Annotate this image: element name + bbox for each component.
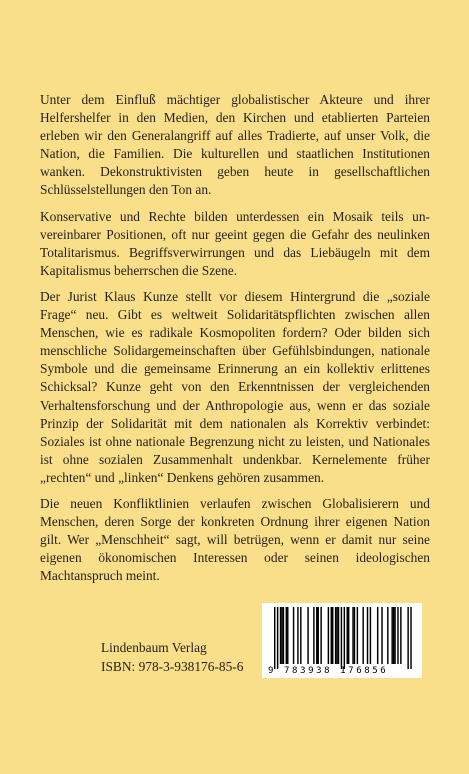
blurb-paragraph-3: Der Jurist Klaus Kunze stellt vor diesem Hintergrund die „soziale Frage“ neu. Gibt es weltweit Solidaritätspflichten zwischen allen Menschen, wie es radikale Kosmopoliten fordern? Oder bilden sich menschliche Solidargemeinschaften über Gefühlsbindungen, nationale Symbole und die gemeinsame Erinnerung an ein kollektiv erlittenes Schicksal? Kunze geht von den Erkenntnissen der vergleichenden Verhaltensforschung und der Anthropologie aus, wenn er das soziale Prinzip der Solidarität mit dem nationalen als Korrektiv verbindet: Soziales ist ohne nationale Begrenzung nicht zu leisten, und Nationales ist ohne sozialen Zusammenhalt undenkbar. Kernelemente früher „rechten“ und „linken“ Denkens gehören zusammen. <box>40 288 430 485</box>
barcode-bar <box>393 607 394 664</box>
barcode-bar <box>281 607 282 664</box>
barcode-bar <box>370 607 371 664</box>
blurb-paragraph-4: Die neuen Konfliktlinien verlaufen zwischen Globalisierern und Menschen, deren Sorge der konkreten Ordnung ihrer eigenen Nation gilt. Wer „Menschheit“ sagt, will betrügen, wenn er damit nur seine eigenen ökonomischen Interessen oder seinen ideologischen Machtanspruch meint. <box>40 495 430 584</box>
barcode-bar <box>381 607 382 664</box>
barcode-bar <box>407 607 408 669</box>
barcode-bar <box>318 607 319 664</box>
barcode-bar <box>280 607 281 664</box>
barcode-bar <box>352 607 353 664</box>
barcode-bar <box>394 607 395 664</box>
barcode-bar <box>313 607 314 664</box>
blurb-paragraph-1: Unter dem Einfluß mächtiger globalistischer Akteure und ihrer Helfershelfer in den Medien, den Kirchen und etablierten Parteien erleben wir den Generalangriff auf alles Tradierte, auf unser Volk, die Nation, die Familien. Die kulturellen und staatlichen Institutionen wanken. Dekonstruktivisten geben heute in gesellschaftlichen Schlüsselstellungen den Ton an. <box>40 92 430 198</box>
barcode-bar <box>332 607 333 664</box>
barcode-bar <box>297 607 298 664</box>
barcode-bar <box>328 607 329 664</box>
barcode-bar <box>286 607 287 664</box>
barcode-bar <box>397 607 398 664</box>
barcode-bar <box>347 607 348 664</box>
barcode-bar <box>377 607 378 664</box>
barcode-bar <box>400 607 401 664</box>
blurb-paragraph-2: Konservative und Rechte bilden unterdessen ein Mosaik teils unvereinbarer Positionen, oft nur geeint gegen die Gefahr des neulinken Totalitarismus. Begriffsverwirrungen und das Liebäugeln mit dem Kapitalismus beherrschen die Szene. <box>40 208 430 278</box>
barcode-bar <box>320 607 321 664</box>
barcode-bar <box>307 607 308 664</box>
isbn-number: ISBN: 978-3-938176-85-6 <box>101 659 244 674</box>
barcode-bar <box>335 607 336 664</box>
isbn-barcode <box>262 603 422 678</box>
barcode-bar <box>341 607 342 669</box>
barcode-bar <box>277 607 278 669</box>
barcode-bar <box>387 607 388 664</box>
barcode-bar <box>274 607 275 669</box>
barcode-bar <box>344 607 345 669</box>
barcode-bar <box>357 607 358 664</box>
barcode-bar <box>316 607 317 664</box>
barcode-bar <box>300 607 301 664</box>
back-cover-blurb <box>40 91 430 593</box>
publisher-info <box>101 638 271 676</box>
barcode-digits: 9 783938 176856 <box>268 666 389 676</box>
barcode-bar <box>283 607 284 664</box>
barcode-bar <box>336 607 337 664</box>
barcode-bar <box>362 607 363 664</box>
barcode-bar <box>354 607 355 664</box>
barcode-bar <box>293 607 294 664</box>
publisher-name: Lindenbaum Verlag <box>101 640 207 655</box>
barcode-bar <box>287 607 288 664</box>
barcode-bar <box>348 607 349 664</box>
barcode-bar <box>367 607 368 664</box>
barcode-bar <box>331 607 332 664</box>
barcode-bar <box>410 607 411 669</box>
barcode-bar <box>338 607 339 664</box>
barcode-bar <box>391 607 392 664</box>
